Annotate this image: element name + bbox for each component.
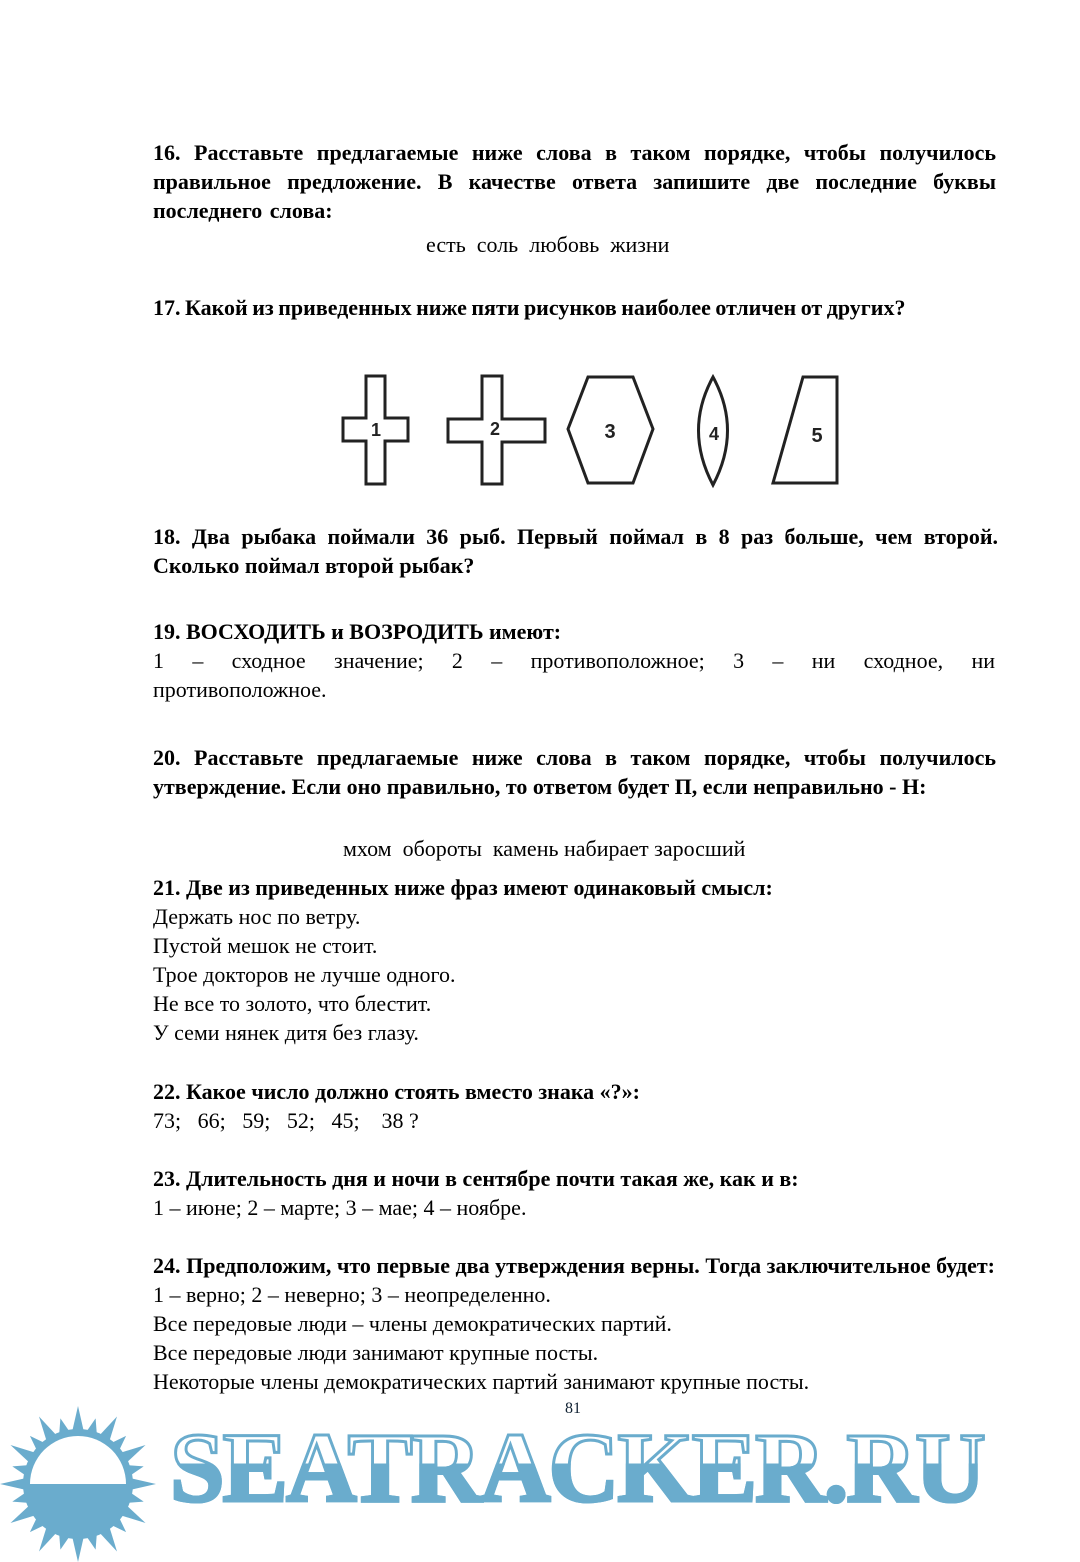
figure-2-label: 2: [489, 419, 501, 439]
phrase-item: Не все то золото, что блестит.: [153, 991, 432, 1016]
figure-4-label: 4: [708, 424, 720, 444]
question-18-title: 18. Два рыбака поймали 36 рыб. Первый поймал в 8 раз больше, чем второй. Сколько поймал второй рыбак?: [153, 524, 998, 578]
question-22-title: 22. Какое число должно стоять вместо знака «?»:: [153, 1079, 641, 1104]
statement-item: Некоторые члены демократических партий занимают крупные посты.: [153, 1369, 810, 1394]
statement-item: Все передовые люди занимают крупные посты.: [153, 1340, 599, 1365]
question-21-title: 21. Две из приведенных ниже фраз имеют одинаковый смысл:: [153, 875, 773, 900]
question-24-title: 24. Предположим, что первые два утверждения верны. Тогда заключительное будет:: [153, 1253, 995, 1278]
figure-3-label: 3: [604, 421, 616, 443]
watermark-sun-logo: [0, 1402, 160, 1562]
phrase-item: Держать нос по ветру.: [153, 904, 361, 929]
figure-5-label: 5: [811, 425, 823, 447]
question-24-statements: [153, 1309, 996, 1396]
watermark-text: SEATRACKER.RU: [170, 1412, 984, 1523]
question-23-title: 23. Длительность дня и ночи в сентябре почти такая же, как и в:: [153, 1166, 799, 1191]
figure-4-lens: [699, 377, 728, 485]
question-17-figures: [330, 362, 870, 497]
question-23-options: 1 – июне; 2 – марте; 3 – мае; 4 – ноябре.: [153, 1195, 527, 1220]
question-21-list: [153, 902, 996, 1047]
question-24-text: [153, 1251, 995, 1309]
figure-1-label: 1: [370, 420, 382, 440]
question-16-title: 16. Расставьте предлагаемые ниже слова в таком порядке, чтобы получилось правильное предложение. В качестве ответа запишите две последние буквы последнего слова:: [153, 140, 996, 223]
question-19-body: 1 – сходное значение; 2 – противоположное; 3 – ни сходное, ни противоположное.: [153, 648, 995, 702]
question-24-options: 1 – верно; 2 – неверно; 3 – неопределенно.: [153, 1282, 551, 1307]
phrase-item: У семи нянек дитя без глазу.: [153, 1020, 419, 1045]
phrase-item: Трое докторов не лучше одного.: [153, 962, 456, 987]
question-17-title: 17. Какой из приведенных ниже пяти рисунков наиболее отличен от других?: [153, 295, 906, 320]
question-20-title: 20. Расставьте предлагаемые ниже слова в таком порядке, чтобы получилось утверждение. Если оно правильно, то ответом будет П, если неправильно - Н:: [153, 745, 996, 799]
question-22-sequence: 73; 66; 59; 52; 45; 38 ?: [153, 1108, 419, 1133]
question-19-title: 19. ВОСХОДИТЬ и ВОЗРОДИТЬ имеют:: [153, 619, 562, 644]
phrase-item: Пустой мешок не стоит.: [153, 933, 378, 958]
question-20-words: мхом обороты камень набирает заросший: [343, 836, 746, 861]
question-16-words: есть соль любовь жизни: [426, 232, 670, 257]
statement-item: Все передовые люди – члены демократических партий.: [153, 1311, 672, 1336]
figure-5-trapezoid: [773, 377, 837, 483]
figure-3-hexagon: [568, 377, 653, 483]
figure-2-cross: [448, 376, 545, 484]
page-number: 81: [565, 1400, 581, 1417]
figure-1-cross: [343, 376, 408, 484]
